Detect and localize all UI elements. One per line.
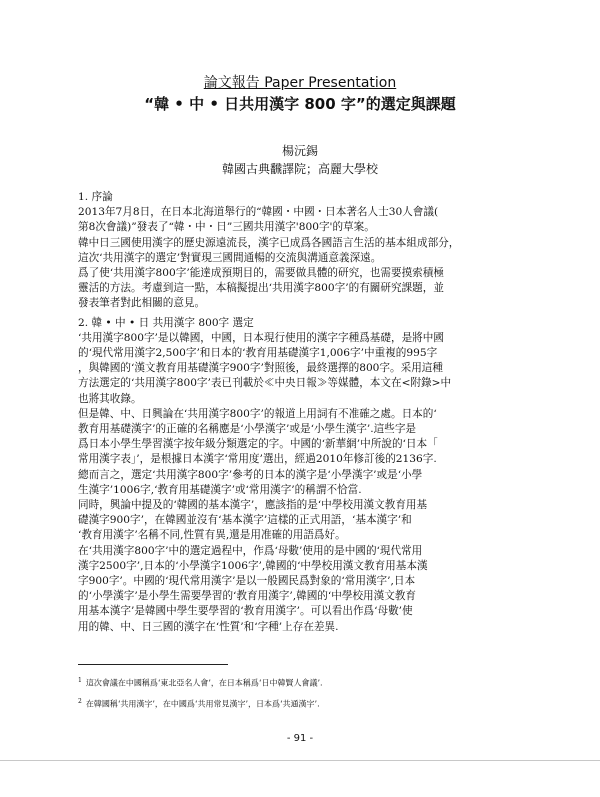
footnote [78, 693, 538, 714]
body-line: 靈活的方法。考慮到這一點，本稿擬提出‘共用漢字800字’的有關研究課題，並 [78, 282, 444, 295]
body-line: 礎漢字900字’，在韓國並沒有‘基本漢字’這樣的正式用語，‘基本漢字’和 [78, 514, 412, 527]
author-affiliation: 韓國古典飜譯院；高麗大學校 [221, 162, 378, 176]
body-line: 生漢字’1006字,‘教育用基礎漢字’或‘常用漢字’的稱謂不恰當. [78, 483, 362, 496]
body-line: 用基本漢字’是韓國中學生要學習的‘教育用漢字’。可以看出作爲‘母數’使 [78, 605, 413, 618]
body-line: 這次‘共用漢字的選定’對實現三國間通暢的交流與溝通意義深遠。 [78, 251, 382, 264]
body-line: ‘共用漢字800字’是以韓國，中國，日本現行使用的漢字字種爲基礎，是將中國 [78, 331, 444, 344]
section-heading: 1. 序論 [78, 191, 113, 203]
body-line: 方法選定的‘共用漢字800字’表已刊載於≪中央日報≫等媒體，本文在<附錄>中 [78, 377, 452, 390]
body-line: 在‘共用漢字800字’中的選定過程中，作爲‘母數’使用的是中國的‘現代常用 [78, 544, 423, 557]
footnote-divider [78, 664, 228, 665]
body-line: 爲了使‘共用漢字800字’能達成預期目的，需要做具體的研究，也需要摸索積極 [78, 267, 444, 280]
paper-body [78, 190, 538, 635]
body-line: ，與韓國的‘漢文教育用基礎漢字900字’對照後，最終選擇的800字。采用這種 [78, 362, 443, 375]
body-line: 字900字’。中國的‘現代常用漢字’是以一般國民爲對象的‘常用漢字’,日本 [78, 575, 416, 588]
footnote-text: 在韓國稱‘共用漢字’，在中國爲‘共用常見漢字’，日本爲‘共通漢字’. [85, 699, 320, 709]
body-line: 但是韓、中、日興論在‘共用漢字800字’的報道上用詞有不准確之處。日本的‘ [78, 407, 437, 420]
body-line: 教育用基礎漢字’的正確的名稱應是‘小學漢字’或是‘小學生漢字’.這些字是 [78, 423, 417, 436]
page-bottom-divider [0, 760, 600, 761]
body-line: ‘教育用漢字’名稱不同,性質有異,還是用准確的用語爲好。 [78, 529, 346, 542]
footnote-mark: 1 [78, 677, 82, 684]
body-line: 的‘小學漢字’是小學生需要學習的‘教育用漢字’,韓國的‘中學校用漢文教育 [78, 590, 417, 603]
footnotes [78, 672, 538, 713]
body-line: 總而言之，選定‘共用漢字800字’參考的日本的漢字是‘小學漢字’或是‘小學 [78, 468, 423, 481]
page-number: - 91 - [286, 733, 314, 744]
body-line: 的‘現代常用漢字2,500字’和日本的‘教育用基礎漢字1,006字’中重複的995字 [78, 347, 438, 360]
footnote-mark: 2 [78, 697, 82, 705]
footnote-text: 這次會議在中國稱爲‘東北亞名人會’，在日本稱爲‘日中韓賢人會議’. [85, 678, 323, 688]
footnote [78, 672, 538, 693]
author-name: 楊沅錫 [281, 144, 318, 158]
paper-title: “韓 • 中 • 日共用漢字 800 字”的選定與課題 [144, 95, 456, 113]
body-line: 2013年7月8日，在日本北海道舉行的“韓國・中國・日本著名人士30人會議( [78, 206, 439, 219]
body-line: 同時，興論中提及的‘韓國的基本漢字’，應該指的是‘中學校用漢文教育用基 [78, 499, 428, 512]
body-line: 常用漢字表」’，是根據日本漢字‘常用度’選出，經過2010年修訂後的2136字. [78, 453, 437, 466]
body-line: 韓中日三國使用漢字的歷史源遠流長，漢字已成爲各國語言生活的基本組成部分， [78, 236, 460, 249]
body-line: 發表筆者對此相關的意見。 [78, 297, 206, 310]
body-line: 用的韓、中、日三國的漢字在‘性質’和‘字種’上存在差異. [78, 620, 339, 633]
body-line: 爲日本小學生學習漢字按年級分類選定的字。中國的‘新華網’中所說的‘日本「 [78, 438, 438, 451]
body-line: 漢字2500字’,日本的‘小學漢字1006字’,韓國的‘中學校用漢文教育用基本漢 [78, 559, 428, 572]
section-kicker: 論文報告 Paper Presentation [203, 75, 397, 91]
section-heading: 2. 韓 • 中 • 日 共用漢字 800字 選定 [78, 316, 254, 329]
body-line: 第8次會議)”發表了“韓・中・日”三國共用漢字'800字'的草案。 [78, 221, 375, 234]
body-line: 也將其收錄。 [78, 392, 142, 405]
